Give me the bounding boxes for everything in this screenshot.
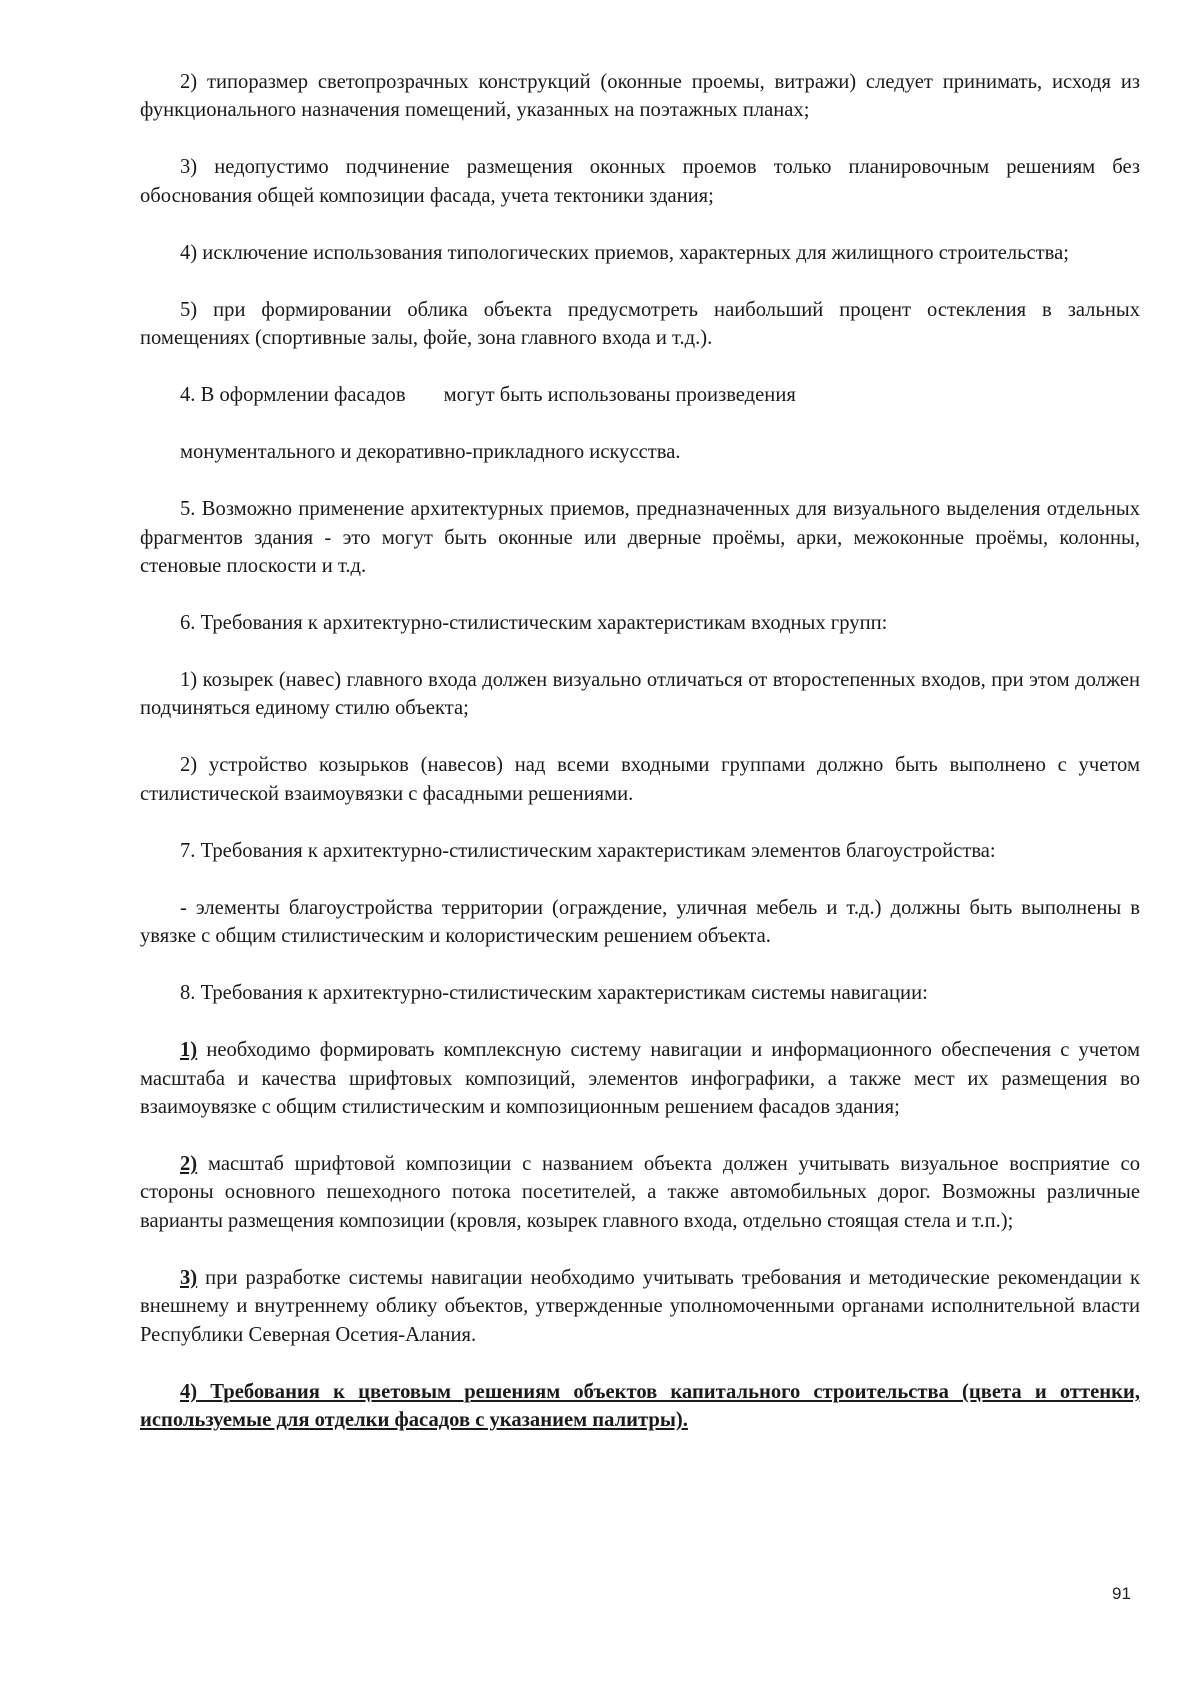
paragraph-entrance-groups-heading: 6. Требования к архитектурно-стилистическим характеристикам входных групп: (180, 612, 888, 635)
paragraph-architectural-techniques: 5. Возможно применение архитектурных приемов, предназначенных для визуального выделения отдельных фрагментов здания - это могут быть оконные или дверные проёмы, арки, межоконные проёмы, колонны, стеновые плоскости и т.д. (140, 498, 1140, 578)
paragraph-navigation-system (140, 1036, 1140, 1121)
paragraph-glazing: 5) при формировании облика объекта предусмотреть наибольший процент остекления в зальных помещениях (спортивные залы, фойе, зона главного входа и т.д.). (140, 298, 1140, 350)
paragraph-font-scale (140, 1150, 1140, 1235)
paragraph-landscaping-heading: 7. Требования к архитектурно-стилистическим характеристикам элементов благоустройства: (180, 839, 996, 862)
paragraph-landscaping-elements: - элементы благоустройства территории (ограждение, уличная мебель и т.д.) должны быть выполнены в увязке с общим стилистическим и колористическим решением объекта. (140, 896, 1140, 948)
item-text: необходимо формировать комплексную систему навигации и информационного обеспечения с учетом масштаба и качества шрифтовых композиций, элементов инфографики, а также мест их размещения во взаимоувязке с общим стилистическим и композиционным решением фасадов здания; (140, 1039, 1140, 1119)
item-number: 3) (180, 1266, 198, 1289)
item-text: при разработке системы навигации необходимо учитывать требования и методические рекомендации к внешнему и внутреннему облику объектов, утвержденные уполномоченными органами исполнительной власти Республики Северная Осетия-Алания. (140, 1266, 1140, 1346)
paragraph-window-size: 2) типоразмер светопрозрачных конструкций (оконные проемы, витражи) следует принимать, исходя из функционального назначения помещений, указанных на поэтажных планах; (140, 71, 1140, 122)
paragraph-window-placement: 3) недопустимо подчинение размещения оконных проемов только планировочным решениям без обоснования общей композиции фасада, учета тектоники здания; (140, 156, 1140, 207)
page-number: 91 (1112, 1584, 1131, 1603)
paragraph-facade-art (140, 381, 1140, 409)
paragraph-canopies: 2) устройство козырьков (навесов) над всеми входными группами должно быть выполнено с учетом стилистической взаимоувязки с фасадными решениями. (140, 754, 1140, 805)
item-text: Требования к цветовым решениям объектов капитального строительства (цвета и оттенки, используемые для отделки фасадов с указанием палитры). (140, 1380, 1140, 1432)
paragraph-main-canopy: 1) козырек (навес) главного входа должен визуально отличаться от второстепенных входов, при этом должен подчиняться единому стилю объекта; (140, 669, 1140, 720)
facade-art-part-2: могут быть использованы произведения (443, 384, 796, 407)
item-number: 4) (180, 1380, 198, 1403)
paragraph-navigation-requirements (140, 1264, 1140, 1349)
paragraph-color-solutions-heading (140, 1378, 1140, 1435)
item-number: 1) (180, 1039, 198, 1062)
item-text: масштаб шрифтовой композиции с названием объекта должен учитывать визуальное восприятие со стороны основного пешеходного потока посетителей, а также автомобильных дорог. Возможны различные варианты размещения композиции (кровля, козырек главного входа, отдельно стоящая стела и т.п.); (140, 1153, 1140, 1232)
item-number: 2) (180, 1153, 198, 1176)
paragraph-typology-exclusion: 4) исключение использования типологических приемов, характерных для жилищного строительства; (180, 241, 1069, 264)
facade-art-part-1: 4. В оформлении фасадов (180, 384, 406, 407)
document-body (140, 68, 1140, 1463)
paragraph-facade-art-continued: монументального и декоративно-прикладного искусства. (180, 441, 681, 464)
paragraph-navigation-heading: 8. Требования к архитектурно-стилистическим характеристикам системы навигации: (180, 982, 928, 1005)
